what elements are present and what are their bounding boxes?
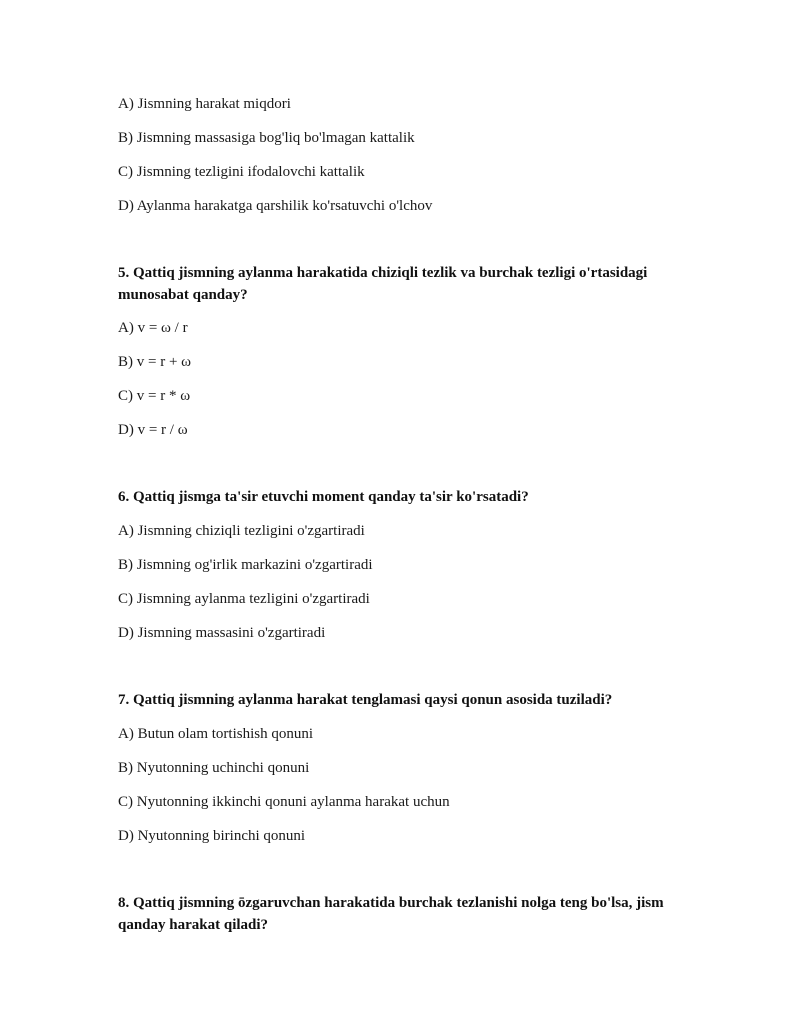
option-c: C) Jismning tezligini ifodalovchi kattalik	[118, 164, 365, 180]
q6-option-b: B) Jismning og'irlik markazini o'zgartiradi	[118, 557, 373, 573]
question-6: 6. Qattiq jismga ta'sir etuvchi moment qanday ta'sir ko'rsatadi?	[118, 489, 529, 505]
question-7: 7. Qattiq jismning aylanma harakat tenglamasi qaysi qonun asosida tuziladi?	[118, 692, 613, 708]
option-d: D) Aylanma harakatga qarshilik ko'rsatuvchi o'lchov	[118, 198, 433, 214]
q6-option-d: D) Jismning massasini o'zgartiradi	[118, 625, 326, 641]
q5-option-a: A) v = ω / r	[118, 320, 188, 336]
q6-option-c: C) Jismning aylanma tezligini o'zgartiradi	[118, 591, 370, 607]
question-8: 8. Qattiq jismning ōzgaruvchan harakatida burchak tezlanishi nolga teng bo'lsa, jism qanday harakat qiladi?	[118, 895, 664, 933]
q7-option-d: D) Nyutonning birinchi qonuni	[118, 828, 306, 844]
q7-option-a: A) Butun olam tortishish qonuni	[118, 726, 313, 742]
q6-option-a: A) Jismning chiziqli tezligini o'zgartiradi	[118, 523, 365, 539]
question-5: 5. Qattiq jismning aylanma harakatida chiziqli tezlik va burchak tezligi o'rtasidagi munosabat qanday?	[118, 265, 648, 303]
q7-option-b: B) Nyutonning uchinchi qonuni	[118, 760, 310, 776]
q5-option-b: B) v = r + ω	[118, 354, 192, 370]
q7-option-c: C) Nyutonning ikkinchi qonuni aylanma harakat uchun	[118, 794, 450, 810]
q5-option-d: D) v = r / ω	[118, 422, 188, 438]
option-b: B) Jismning massasiga bog'liq bo'lmagan kattalik	[118, 130, 415, 146]
q5-option-c: C) v = r * ω	[118, 388, 191, 404]
option-a: A) Jismning harakat miqdori	[118, 96, 291, 112]
